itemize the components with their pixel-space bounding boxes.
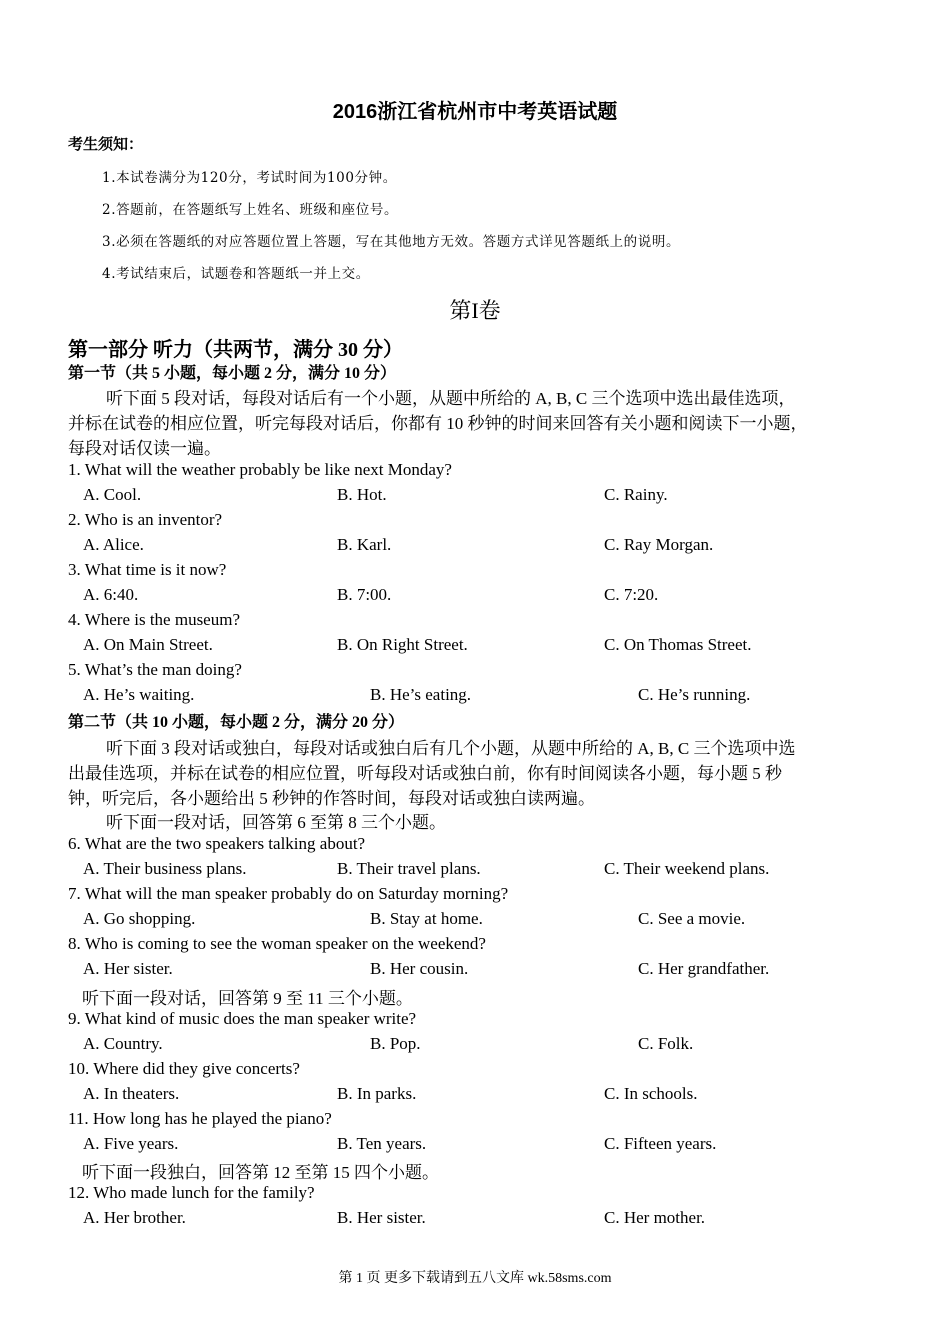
- question: 1. What will the weather probably be like next Monday?: [68, 460, 452, 479]
- option-a: A. Alice.: [83, 535, 144, 554]
- question: 10. Where did they give concerts?: [68, 1059, 300, 1078]
- option-c: C. Ray Morgan.: [604, 535, 714, 554]
- instruction-line: 出最佳选项，并标在试卷的相应位置，听每段对话或独白前，你有时间阅读各小题，每小题 5 秒: [68, 764, 782, 783]
- page-footer: 第 1 页 更多下载请到五八文库 wk.58sms.com: [338, 1271, 612, 1286]
- volume-heading: 第I卷: [449, 298, 501, 323]
- section-heading: 第一节（共 5 小题，每小题 2 分，满分 10 分）: [68, 365, 397, 382]
- sub-instruction: 听下面一段对话，回答第 9 至 11 三个小题。: [82, 989, 413, 1008]
- instruction-line: 钟，听完后，各小题给出 5 秒钟的作答时间，每段对话或独白读两遍。: [68, 789, 595, 808]
- option-c: C. In schools.: [604, 1084, 698, 1103]
- page-title: 2016浙江省杭州市中考英语试题: [332, 101, 618, 123]
- notice-item: 3.必须在答题纸的对应答题位置上答题，写在其他地方无效。答题方式详见答题纸上的说明。: [102, 234, 681, 250]
- question: 7. What will the man speaker probably do on Saturday morning?: [68, 884, 509, 903]
- option-b: B. In parks.: [337, 1084, 417, 1103]
- question: 12. Who made lunch for the family?: [68, 1183, 315, 1202]
- option-c: C. See a movie.: [638, 909, 746, 928]
- question: 3. What time is it now?: [68, 560, 227, 579]
- notice-item: 1.本试卷满分为120分，考试时间为100分钟。: [102, 170, 397, 186]
- option-a: A. Go shopping.: [83, 909, 196, 928]
- question: 5. What’s the man doing?: [68, 660, 242, 679]
- sub-instruction: 听下面一段对话，回答第 6 至第 8 三个小题。: [106, 813, 446, 832]
- option-c: C. 7:20.: [604, 585, 659, 604]
- option-a: A. Her brother.: [83, 1208, 186, 1227]
- option-b: B. Stay at home.: [370, 909, 483, 928]
- option-b: B. Her cousin.: [370, 959, 469, 978]
- question: 8. Who is coming to see the woman speaker on the weekend?: [68, 934, 486, 953]
- option-b: B. Her sister.: [337, 1208, 426, 1227]
- notice-item: 4.考试结束后，试题卷和答题纸一并上交。: [102, 266, 370, 282]
- option-b: B. Karl.: [337, 535, 392, 554]
- option-b: B. Ten years.: [337, 1134, 427, 1153]
- option-c: C. He’s running.: [638, 685, 751, 704]
- option-a: A. On Main Street.: [83, 635, 213, 654]
- option-b: B. 7:00.: [337, 585, 392, 604]
- option-a: A. Country.: [83, 1034, 163, 1053]
- option-a: A. Their business plans.: [83, 859, 247, 878]
- option-c: C. Their weekend plans.: [604, 859, 770, 878]
- part-heading: 第一部分 听力（共两节，满分 30 分）: [68, 339, 403, 361]
- option-c: C. Her grandfather.: [638, 959, 770, 978]
- sub-instruction: 听下面一段独白，回答第 12 至第 15 四个小题。: [82, 1163, 439, 1182]
- option-a: A. Cool.: [83, 485, 142, 504]
- option-c: C. Rainy.: [604, 485, 668, 504]
- option-b: B. Hot.: [337, 485, 387, 504]
- instruction-line: 并标在试卷的相应位置，听完每段对话后，你都有 10 秒钟的时间来回答有关小题和阅读下一小题，: [68, 414, 808, 433]
- option-c: C. Fifteen years.: [604, 1134, 717, 1153]
- option-b: B. He’s eating.: [370, 685, 472, 704]
- question: 4. Where is the museum?: [68, 610, 241, 629]
- option-a: A. Five years.: [83, 1134, 179, 1153]
- notice-heading: 考生须知：: [68, 135, 144, 153]
- option-a: A. He’s waiting.: [83, 685, 195, 704]
- question: 6. What are the two speakers talking about?: [68, 834, 366, 853]
- notice-item: 2.答题前，在答题纸写上姓名、班级和座位号。: [102, 202, 399, 218]
- question: 9. What kind of music does the man speaker write?: [68, 1009, 417, 1028]
- option-b: B. Pop.: [370, 1034, 421, 1053]
- question: 11. How long has he played the piano?: [68, 1109, 332, 1128]
- instruction-line: 听下面 5 段对话，每段对话后有一个小题，从题中所给的 A, B, C 三个选项中选出最佳选项，: [106, 389, 796, 408]
- option-c: C. Her mother.: [604, 1208, 706, 1227]
- question: 2. Who is an inventor?: [68, 510, 223, 529]
- instruction-line: 每段对话仅读一遍。: [68, 439, 221, 458]
- option-a: A. In theaters.: [83, 1084, 180, 1103]
- option-b: B. Their travel plans.: [337, 859, 481, 878]
- option-c: C. On Thomas Street.: [604, 635, 752, 654]
- option-b: B. On Right Street.: [337, 635, 468, 654]
- option-a: A. Her sister.: [83, 959, 173, 978]
- instruction-line: 听下面 3 段对话或独白，每段对话或独白后有几个小题，从题中所给的 A, B, C 三个选项中选: [106, 739, 796, 758]
- option-c: C. Folk.: [638, 1034, 694, 1053]
- section-heading: 第二节（共 10 小题，每小题 2 分，满分 20 分）: [68, 714, 405, 731]
- option-a: A. 6:40.: [83, 585, 139, 604]
